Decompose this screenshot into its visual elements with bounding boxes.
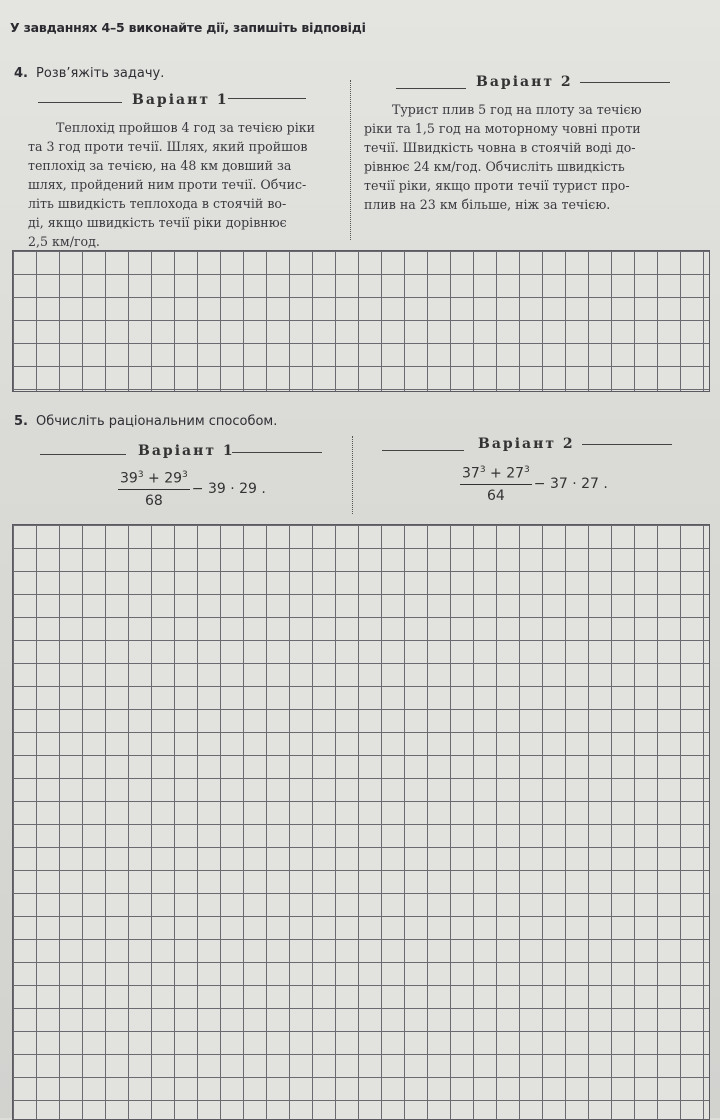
- text-line: ріки та 1,5 год на моторному човні проти: [364, 121, 641, 136]
- numerator-b: 27: [506, 465, 525, 482]
- variant-divider: [350, 80, 351, 240]
- variant-2-right-rule-5: [582, 444, 672, 445]
- plus-sign: +: [143, 470, 165, 487]
- text-line: теплохід за течією, на 48 км довший за: [28, 158, 292, 173]
- task-5-number: 5.: [14, 414, 28, 429]
- task-4-text: Розв’яжіть задачу.: [35, 66, 165, 81]
- text-line: течії ріки, якщо проти течії турист про-: [364, 178, 630, 193]
- task-5-text: Обчисліть раціональним способом.: [35, 414, 278, 429]
- variant-2-right-rule: [580, 82, 670, 83]
- text-line: течії. Швидкість човна в стоячій воді до-: [364, 140, 636, 155]
- text-line: ді, якщо швидкість течії ріки дорівнює: [28, 215, 287, 230]
- denominator: 68: [144, 492, 163, 509]
- variant-2-left-rule-5: [382, 450, 464, 451]
- task-5-title: [14, 414, 277, 429]
- text-line: Теплохід пройшов 4 год за течією ріки: [56, 120, 316, 135]
- plus-sign: +: [485, 465, 507, 482]
- text-line: рівнює 24 км/год. Обчисліть швидкість: [364, 159, 625, 174]
- task-5-variant-2-expression: [460, 465, 608, 504]
- numerator: [460, 465, 532, 485]
- variant-1-left-rule: [38, 102, 122, 103]
- denominator: 64: [486, 487, 505, 504]
- numerator-a: 39: [120, 470, 138, 487]
- text-line: 2,5 км/год.: [28, 234, 100, 249]
- instructions-header: У завданнях 4–5 виконайте дії, запишіть відповіді: [10, 20, 366, 35]
- numerator-a: 37: [462, 465, 480, 482]
- exponent: 3: [524, 465, 530, 475]
- text-line: та 3 год проти течії. Шлях, який пройшов: [28, 139, 308, 154]
- task-5-variant-1-expression: [118, 470, 266, 509]
- task-4-variant-2-label: Варіант 2: [476, 74, 573, 90]
- task-4-title: [14, 66, 164, 81]
- variant-1-left-rule-5: [40, 454, 126, 455]
- text-line: Турист плив 5 год на плоту за течією: [392, 102, 642, 117]
- task-5-variant-1-label: Варіант 1: [138, 443, 235, 459]
- text-line: шлях, пройдений ним проти течії. Обчис-: [28, 177, 307, 192]
- task-4-variant-2-text: [364, 100, 684, 214]
- task-4-variant-1-label: Варіант 1: [132, 92, 229, 108]
- task-5-variant-2-label: Варіант 2: [478, 436, 575, 452]
- expression-rest: − 39 · 29 .: [191, 481, 266, 498]
- variant-1-right-rule-5: [232, 452, 322, 453]
- task-4-variant-1-text: [28, 118, 336, 251]
- numerator-b: 29: [164, 470, 183, 487]
- variant-1-right-rule: [228, 98, 306, 99]
- expression-rest: − 37 · 27 .: [533, 476, 608, 493]
- variant-2-left-rule: [396, 88, 466, 89]
- task-4-number: 4.: [14, 66, 28, 81]
- exponent: 3: [182, 470, 188, 480]
- answer-grid-task-5[interactable]: [12, 524, 710, 1120]
- numerator: [118, 470, 190, 490]
- text-line: плив на 23 км більше, ніж за течією.: [364, 197, 611, 212]
- answer-grid-task-4[interactable]: [12, 250, 710, 392]
- exponent: 3: [479, 465, 486, 475]
- variant-divider-5: [352, 436, 353, 514]
- text-line: літь швидкість теплохода в стоячій во-: [28, 196, 287, 211]
- exponent: 3: [137, 470, 144, 480]
